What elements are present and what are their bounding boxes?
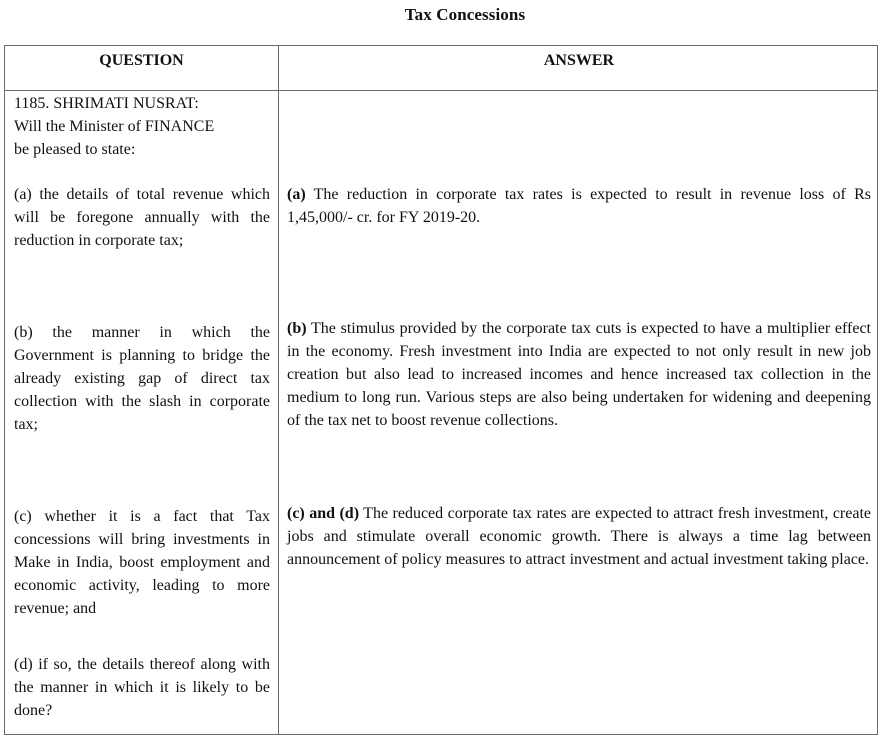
- question-number-member: 1185. SHRIMATI NUSRAT:: [14, 95, 199, 112]
- column-divider: [278, 46, 279, 734]
- answer-part-cd: [287, 502, 871, 571]
- answer-cd-label: (c) and (d): [287, 505, 360, 522]
- page-title: Tax Concessions: [404, 5, 526, 24]
- header-divider: [5, 90, 877, 91]
- answer-part-b: [287, 317, 871, 432]
- answer-part-a: [287, 183, 871, 229]
- question-part-b: (b) the manner in which the Government is planning to bridge the already existing gap of direct tax collection with the slash in corporate tax;: [14, 324, 270, 433]
- question-part-c: (c) whether it is a fact that Tax concessions will bring investments in Make in India, boost employment and economic activity, leading to more revenue; and: [14, 508, 270, 617]
- answer-b-label: (b): [287, 320, 307, 337]
- answer-header: ANSWER: [543, 52, 615, 69]
- question-header: QUESTION: [99, 52, 184, 69]
- question-part-d: (d) if so, the details thereof along with the manner in which it is likely to be done?: [14, 656, 270, 719]
- question-state: be pleased to state:: [14, 141, 136, 158]
- answer-a-label: (a): [287, 186, 306, 203]
- qa-table: [4, 45, 878, 735]
- question-part-a: (a) the details of total revenue which will be foregone annually with the reduction in corporate tax;: [14, 186, 270, 249]
- question-minister: Will the Minister of FINANCE: [14, 118, 215, 135]
- answer-b-text: The stimulus provided by the corporate tax cuts is expected to have a multiplier effect in the economy. Fresh investment into India are expected to not only result in new job creation but also lead to increased incomes and hence increased tax collection in the medium to long run. Various steps are also being undertaken for widening and deepening of the tax net to boost revenue collections.: [287, 320, 871, 429]
- question-intro: [14, 92, 270, 161]
- answer-a-text: The reduction in corporate tax rates is expected to result in revenue loss of Rs 1,45,000/- cr. for FY 2019-20.: [287, 186, 871, 226]
- answer-cd-text: The reduced corporate tax rates are expected to attract fresh investment, create jobs and stimulate overall economic growth. There is always a time lag between announcement of policy measures to attract investment and actual investment taking place.: [287, 505, 871, 568]
